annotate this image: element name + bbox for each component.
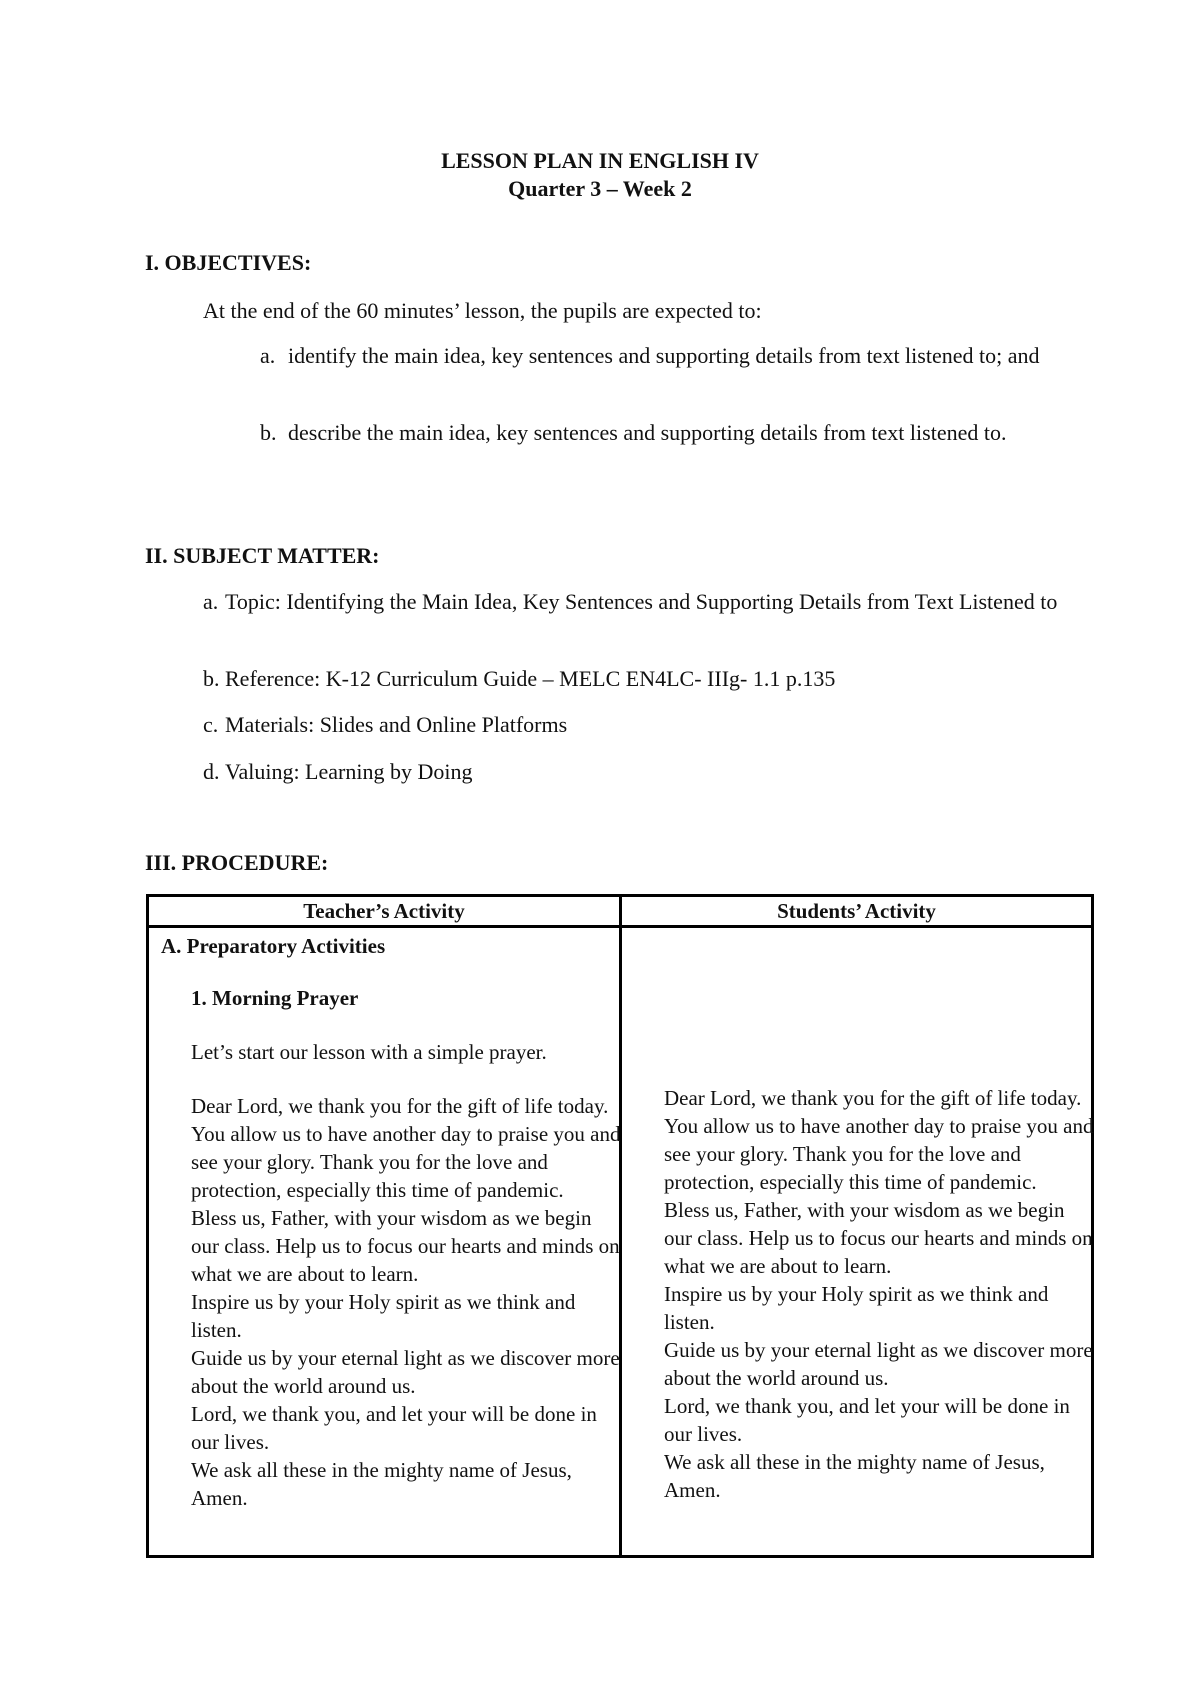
table-header-row: [148, 896, 1093, 927]
objective-item-b: [260, 418, 1060, 448]
student-prayer-text: Dear Lord, we thank you for the gift of life today. You allow us to have another day to praise you and see your glory. Thank you for the love and protection, especially this time of pandemic. Bless us, Father, with your wisdom as we begin our class. Help us to focus our hearts and minds on what we are about to learn. Inspire us by your Holy spirit as we think and listen. Guide us by your eternal light as we discover more about the world around us. Lord, we thank you, and let your will be done in our lives. We ask all these in the mighty name of Jesus, Amen.: [664, 1086, 1094, 1502]
subject-marker: d.: [203, 759, 220, 784]
subject-item-b: [203, 664, 1083, 694]
students-activity-cell: [621, 927, 1093, 1557]
section-a-title: A. Preparatory Activities: [161, 934, 386, 958]
objectives-intro: At the end of the 60 minutes’ lesson, the pupils are expected to:: [203, 298, 762, 323]
objective-marker: b.: [260, 420, 277, 445]
procedure-heading: III. PROCEDURE:: [145, 850, 329, 875]
document-subtitle: Quarter 3 – Week 2: [508, 176, 692, 201]
students-activity-header: Students’ Activity: [621, 896, 1093, 927]
subject-item-d: [203, 757, 1083, 787]
table-row: [148, 927, 1093, 1557]
subject-marker: b.: [203, 666, 220, 691]
objective-text: identify the main idea, key sentences and supporting details from text listened to; and: [288, 343, 1040, 368]
subject-item-a: [203, 587, 1083, 617]
subject-item-c: [203, 710, 1083, 740]
teacher-intro: Let’s start our lesson with a simple prayer.: [191, 1040, 547, 1064]
subject-text: Materials: Slides and Online Platforms: [225, 712, 568, 737]
morning-prayer-title: 1. Morning Prayer: [191, 986, 359, 1010]
teacher-prayer-text: Dear Lord, we thank you for the gift of life today. You allow us to have another day to praise you and see your glory. Thank you for the love and protection, especially this time of pandemic. Bless us, Father, with your wisdom as we begin our class. Help us to focus our hearts and minds on what we are about to learn. Inspire us by your Holy spirit as we think and listen. Guide us by your eternal light as we discover more about the world around us. Lord, we thank you, and let your will be done in our lives. We ask all these in the mighty name of Jesus, Amen.: [191, 1094, 621, 1510]
objective-marker: a.: [260, 343, 276, 368]
objective-item-a: [260, 341, 1060, 371]
objective-text: describe the main idea, key sentences and supporting details from text listened to.: [288, 420, 1007, 445]
subject-marker: c.: [203, 712, 219, 737]
teacher-activity-cell: [148, 927, 621, 1557]
objectives-heading: I. OBJECTIVES:: [145, 250, 312, 275]
subject-text: Topic: Identifying the Main Idea, Key Sentences and Supporting Details from Text Listened to: [225, 589, 1058, 614]
subject-matter-heading: II. SUBJECT MATTER:: [145, 543, 380, 568]
subject-text: Valuing: Learning by Doing: [225, 759, 473, 784]
subject-marker: a.: [203, 589, 219, 614]
teacher-activity-header: Teacher’s Activity: [148, 896, 621, 927]
subject-text: Reference: K-12 Curriculum Guide – MELC EN4LC- IIIg- 1.1 p.135: [225, 666, 836, 691]
document-title: LESSON PLAN IN ENGLISH IV: [441, 148, 759, 173]
procedure-table: [146, 894, 1094, 1558]
